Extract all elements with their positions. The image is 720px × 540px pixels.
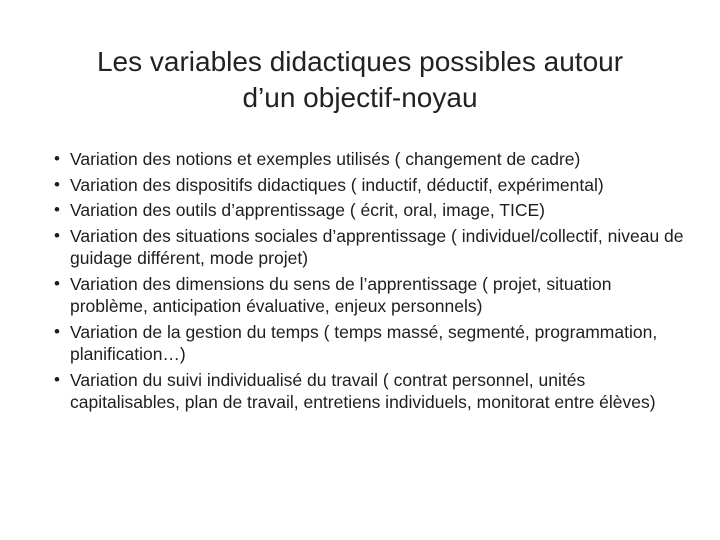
bullet-icon: • [54, 225, 60, 245]
bullet-item-notions [54, 148, 694, 171]
slide-title [60, 44, 660, 116]
bullet-text: Variation des outils d’apprentissage ( écrit, oral, image, TICE) [70, 200, 545, 220]
bullet-item-dispositifs [54, 174, 694, 197]
bullet-icon: • [54, 273, 60, 293]
slide-title-line-1: Les variables didactiques possibles autour [96, 46, 624, 77]
bullet-text: Variation du suivi individualisé du travail ( contrat personnel, unités capitalisables, plan de travail, entretiens individuels, monitorat entre élèves) [70, 369, 656, 412]
bullet-text: Variation des dispositifs didactiques ( inductif, déductif, expérimental) [70, 174, 604, 195]
bullet-text: Variation des notions et exemples utilisés ( changement de cadre) [70, 149, 581, 169]
bullet-item-suivi-individualise [54, 369, 694, 414]
slide-title-line-2: d’un objectif-noyau [242, 82, 478, 113]
bullet-icon: • [54, 149, 60, 168]
bullet-text: Variation des situations sociales d’apprentissage ( individuel/collectif, niveau de guidage différent, mode projet) [70, 225, 684, 268]
bullet-text: Variation de la gestion du temps ( temps massé, segmenté, programmation, planification…) [70, 321, 658, 364]
bullet-item-situations-sociales [54, 225, 694, 270]
bullet-item-dimensions-sens [54, 273, 694, 318]
bullet-item-outils [54, 199, 694, 222]
bullet-icon: • [54, 369, 60, 389]
bullet-icon: • [54, 321, 60, 341]
bullet-icon: • [54, 200, 60, 219]
bullet-item-gestion-temps [54, 321, 694, 366]
bullet-text: Variation des dimensions du sens de l’apprentissage ( projet, situation problème, anticipation évaluative, enjeux personnels) [70, 273, 612, 316]
bullet-list [54, 148, 694, 417]
bullet-icon: • [54, 174, 60, 194]
